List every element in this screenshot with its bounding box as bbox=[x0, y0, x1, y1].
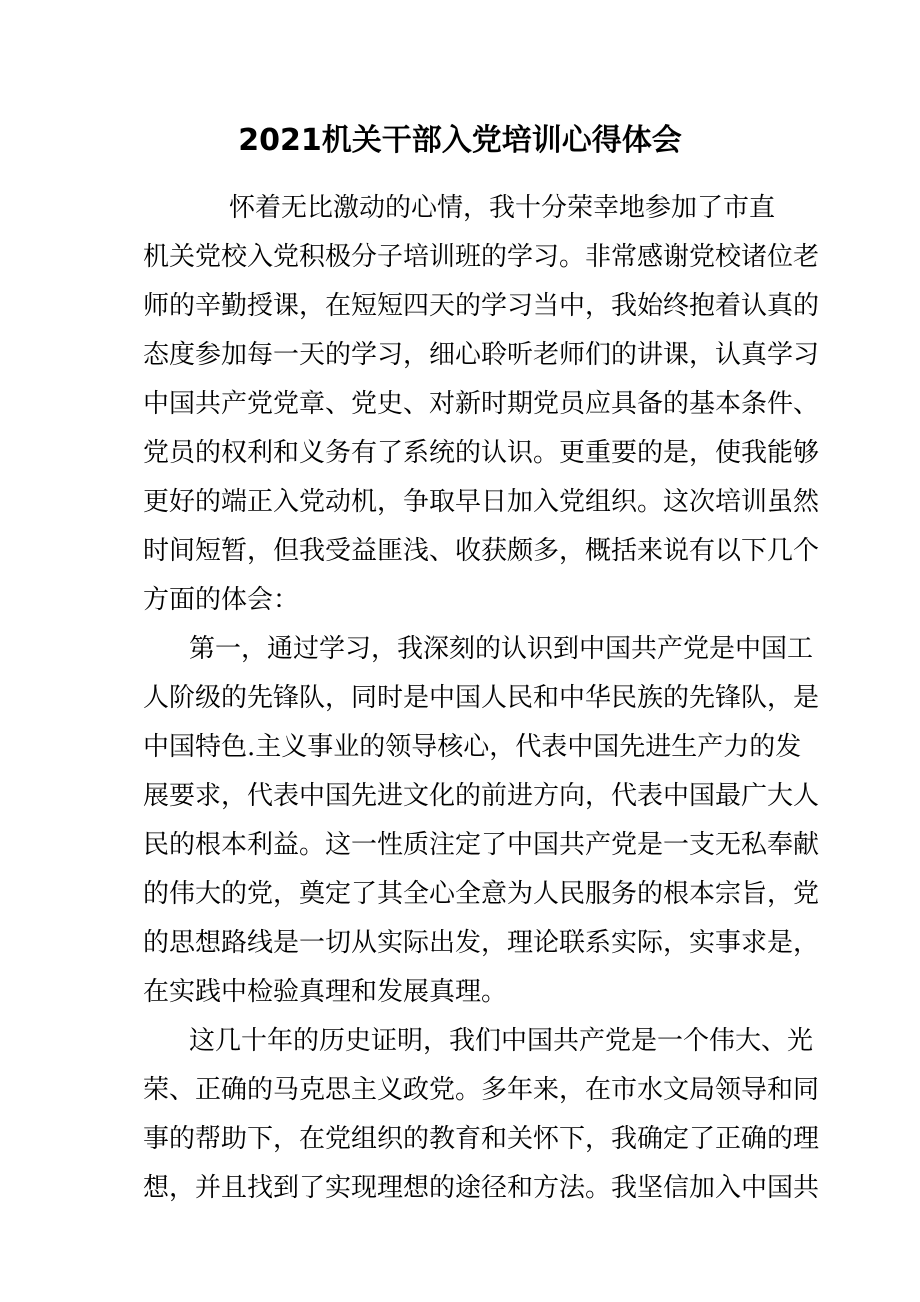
paragraph-line: 想，并且找到了实现理想的途径和方法。我坚信加入中国共 bbox=[143, 1173, 820, 1203]
paragraph-line: 的伟大的党，奠定了其全心全意为人民服务的根本宗旨，党 bbox=[143, 879, 820, 909]
paragraph-line: 这几十年的历史证明，我们中国共产党是一个伟大、光 bbox=[189, 1026, 814, 1056]
paragraph-first-point bbox=[143, 625, 820, 1017]
paragraph-line: 怀着无比激动的心情，我十分荣幸地参加了市直 bbox=[229, 193, 776, 223]
paragraph-line: 荣、正确的马克思主义政党。多年来，在市水文局领导和同 bbox=[143, 1075, 820, 1105]
paragraph-line: 第一，通过学习，我深刻的认识到中国共产党是中国工 bbox=[189, 634, 814, 664]
paragraph-line: 党员的权利和义务有了系统的认识。更重要的是，使我能够 bbox=[143, 438, 820, 468]
document-title: 2021机关干部入党培训心得体会 bbox=[238, 123, 682, 158]
paragraph-line: 更好的端正入党动机，争取早日加入党组织。这次培训虽然 bbox=[143, 487, 820, 517]
document-body bbox=[143, 184, 820, 1213]
paragraph-line: 事的帮助下，在党组织的教育和关怀下，我确定了正确的理 bbox=[143, 1124, 820, 1154]
paragraph-line: 中国共产党党章、党史、对新时期党员应具备的基本条件、 bbox=[143, 389, 820, 419]
paragraph-line: 在实践中检验真理和发展真理。 bbox=[143, 977, 508, 1007]
paragraph-intro bbox=[143, 184, 820, 625]
paragraph-line: 人阶级的先锋队，同时是中国人民和中华民族的先锋队，是 bbox=[143, 683, 820, 713]
paragraph-line: 机关党校入党积极分子培训班的学习。非常感谢党校诸位老 bbox=[143, 242, 820, 272]
paragraph-line: 师的辛勤授课，在短短四天的学习当中，我始终抱着认真的 bbox=[143, 291, 820, 321]
paragraph-line: 展要求，代表中国先进文化的前进方向，代表中国最广大人 bbox=[143, 781, 820, 811]
paragraph-line: 的思想路线是一切从实际出发，理论联系实际，实事求是， bbox=[143, 928, 820, 958]
paragraph-line: 中国特色.主义事业的领导核心，代表中国先进生产力的发 bbox=[143, 732, 802, 762]
paragraph-line: 民的根本利益。这一性质注定了中国共产党是一支无私奉献 bbox=[143, 830, 820, 860]
paragraph-line: 态度参加每一天的学习，细心聆听老师们的讲课，认真学习 bbox=[143, 340, 820, 370]
paragraph-line: 时间短暂，但我受益匪浅、收获颇多，概括来说有以下几个 bbox=[143, 536, 820, 566]
paragraph-history bbox=[143, 1017, 820, 1213]
paragraph-line: 方面的体会： bbox=[143, 585, 300, 615]
